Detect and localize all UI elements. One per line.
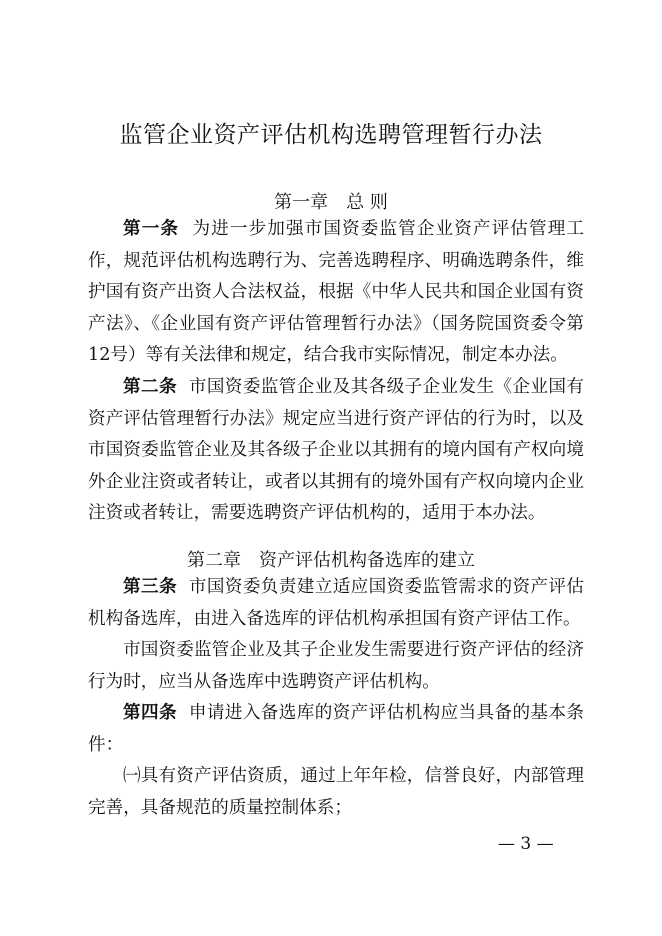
chapter-heading-1: 第一章 总 则 <box>274 192 388 213</box>
article-1 <box>88 214 584 372</box>
condition-item-1 <box>88 761 584 824</box>
article-4 <box>88 698 584 761</box>
paragraph-selection <box>88 635 584 698</box>
condition-text: ㈠具有资产评估资质，通过上年年检，信誉良好，内部管理完善，具备规范的质量控制体系； <box>88 766 584 818</box>
article-label: 第一条 <box>123 219 180 239</box>
article-label: 第二条 <box>123 377 177 397</box>
article-label: 第四条 <box>123 703 177 723</box>
document-title: 监管企业资产评估机构选聘管理暂行办法 <box>119 122 543 148</box>
article-text: 市国资委监管企业及其各级子企业发生《企业国有资产评估管理暂行办法》规定应当进行资产评估的行为时，以及市国资委监管企业及其各级子企业以其拥有的境内国有产权向境外企业注资或者转让，或者以其拥有的境外国有产权向境内企业注资或者转让，需要选聘资产评估机构的，适用于本办法。 <box>88 377 584 523</box>
article-text: 申请进入备选库的资产评估机构应当具备的基本条件： <box>88 703 584 755</box>
article-2 <box>88 372 584 530</box>
article-text: 市国资委负责建立适应国资委监管需求的资产评估机构备选库，由进入备选库的评估机构承担国有资产评估工作。 <box>88 577 584 629</box>
article-3 <box>88 572 584 635</box>
article-text: 为进一步加强市国资委监管企业资产评估管理工作，规范评估机构选聘行为、完善选聘程序、明确选聘条件，维护国有资产出资人合法权益，根据《中华人民共和国企业国有资产法》、《企业国有资产评估管理暂行办法》（国务院国资委令第12号）等有关法律和规定，结合我市实际情况，制定本办法。 <box>88 219 584 365</box>
chapter-heading-2: 第二章 资产评估机构备选库的建立 <box>187 550 475 571</box>
paragraph-text: 市国资委监管企业及其子企业发生需要进行资产评估的经济行为时，应当从备选库中选聘资产评估机构。 <box>88 640 584 692</box>
page-number: — 3 — <box>498 834 554 854</box>
article-label: 第三条 <box>123 577 177 597</box>
